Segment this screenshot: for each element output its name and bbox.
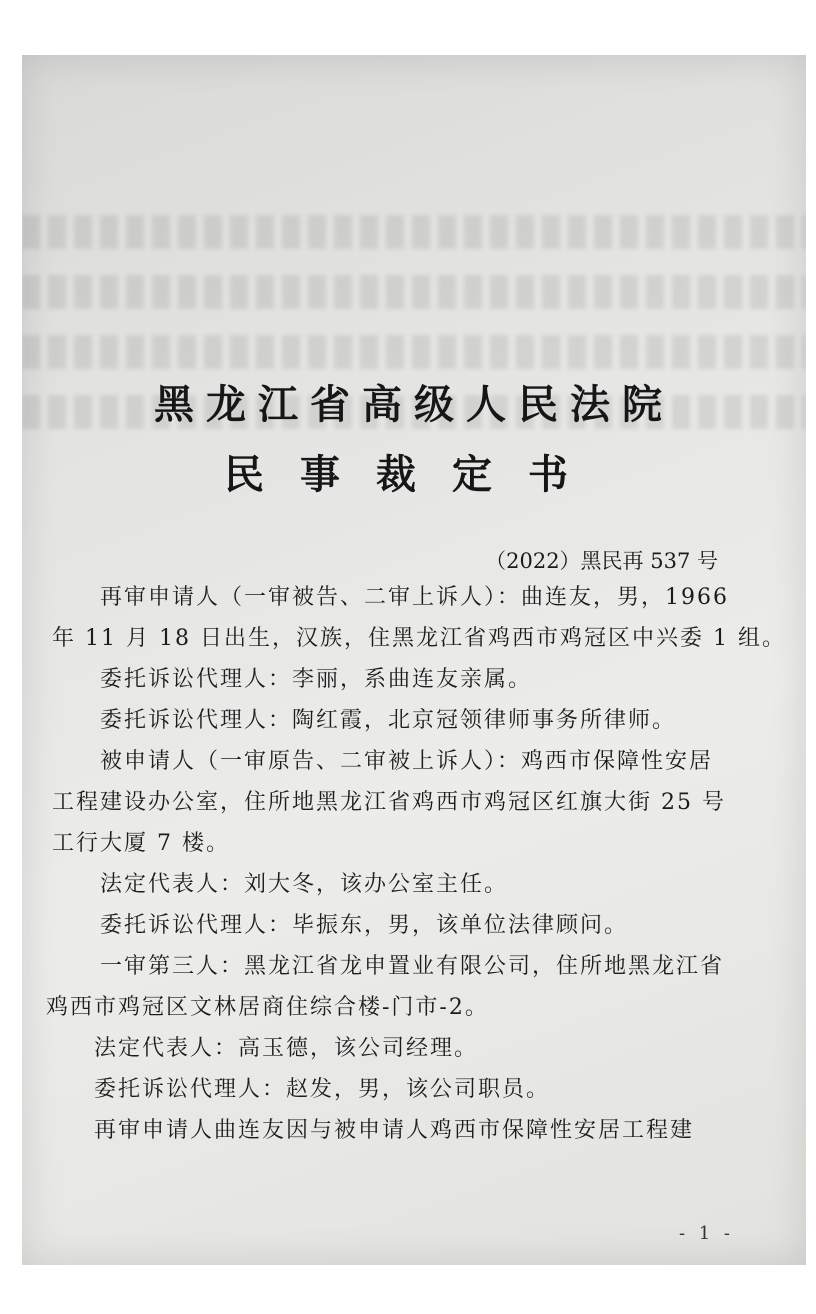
case-number: （2022）黑民再 537 号: [485, 549, 718, 573]
paragraph-line: 委托诉讼代理人：陶红霞，北京冠领律师事务所律师。: [100, 708, 677, 733]
paragraph-line: 工行大厦 7 楼。: [52, 831, 230, 856]
paragraph-line: 法定代表人：高玉德，该公司经理。: [94, 1036, 479, 1061]
paragraph-line: 鸡西市鸡冠区文林居商住综合楼-门市-2。: [46, 995, 489, 1020]
paragraph-line: 一审第三人：黑龙江省龙申置业有限公司，住所地黑龙江省: [100, 954, 725, 979]
bleed-through-text: [22, 215, 806, 475]
document-title: 民事裁定书: [224, 451, 604, 498]
paragraph-line: 法定代表人：刘大冬，该办公室主任。: [100, 872, 509, 897]
court-title: 黑龙江省高级人民法院: [154, 381, 674, 428]
paragraph-line: 被申请人（一审原告、二审被上诉人）：鸡西市保障性安居: [100, 749, 714, 774]
paragraph-line: 委托诉讼代理人：李丽，系曲连友亲属。: [100, 667, 533, 692]
document-photo: [22, 55, 806, 1265]
paragraph-line: 年 11 月 18 日出生，汉族，住黑龙江省鸡西市鸡冠区中兴委 1 组。: [52, 626, 786, 651]
paragraph-line: 委托诉讼代理人：赵发，男，该公司职员。: [94, 1077, 551, 1102]
paragraph-line: 工程建设办公室，住所地黑龙江省鸡西市鸡冠区红旗大街 25 号: [52, 790, 726, 815]
paragraph-line: 再审申请人（一审被告、二审上诉人）：曲连友，男，1966: [100, 585, 729, 610]
paragraph-line: 委托诉讼代理人：毕振东，男，该单位法律顾问。: [100, 913, 629, 938]
paragraph-line: 再审申请人曲连友因与被申请人鸡西市保障性安居工程建: [94, 1118, 695, 1143]
page-number: - 1 -: [678, 1223, 734, 1244]
